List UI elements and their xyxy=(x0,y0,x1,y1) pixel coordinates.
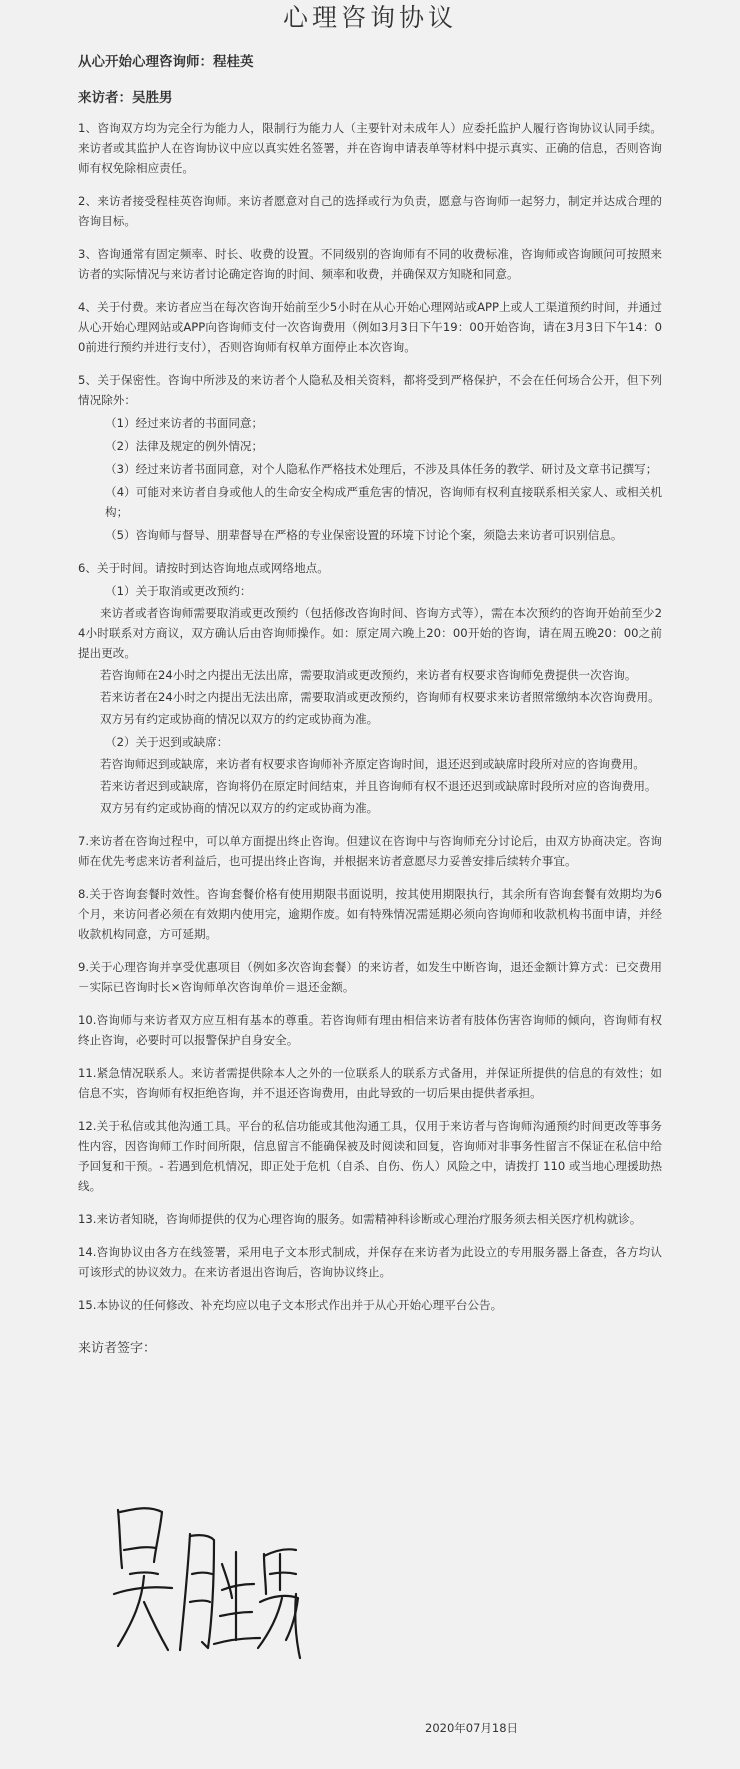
signature-date: 2020年07月18日 xyxy=(425,1721,519,1735)
clause-5-item: （1）经过来访者的书面同意； xyxy=(105,416,264,430)
clauses xyxy=(78,118,662,1315)
clause-6-paragraph: 来访者或者咨询师需要取消或更改预约（包括修改咨询时间、咨询方式等），需在本次预约的咨询开始前至少24小时联系对方商议，双方确认后由咨询师操作。如：原定周六晚上20：00开始的咨询，请在周五晚20：00之前提出更改。 xyxy=(78,606,662,660)
clause-9: 9.关于心理咨询并享受优惠项目（例如多次咨询套餐）的来访者，如发生中断咨询，退还金额计算方式：已交费用－实际已咨询时长×咨询师单次咨询单价＝退还金额。 xyxy=(78,960,662,994)
clause-5-item: （5）咨询师与督导、朋辈督导在严格的专业保密设置的环境下讨论个案，须隐去来访者可识别信息。 xyxy=(105,528,623,542)
clause-5-item: （4）可能对来访者自身或他人的生命安全构成严重危害的情况，咨询师有权利直接联系相关家人、或相关机构； xyxy=(105,485,662,519)
clause-14: 14.咨询协议由各方在线签署，采用电子文本形式制成，并保存在来访者为此设立的专用服务器上备查，各方均认可该形式的协议效力。在来访者退出咨询后，咨询协议终止。 xyxy=(78,1245,662,1279)
clause-5-item: （3）经过来访者书面同意，对个人隐私作严格技术处理后，不涉及具体任务的教学、研讨及文章书记撰写； xyxy=(105,462,658,476)
clause-5 xyxy=(78,370,662,545)
clause-7: 7.来访者在咨询过程中，可以单方面提出终止咨询。但建议在咨询中与咨询师充分讨论后，由双方协商决定。咨询师在优先考虑来访者利益后，也可提出终止咨询，并根据来访者意愿尽力妥善安排后续转介事宜。 xyxy=(78,834,662,868)
clause-13: 13.来访者知晓，咨询师提供的仅为心理咨询的服务。如需精神科诊断或心理治疗服务须去相关医疗机构就诊。 xyxy=(78,1212,642,1226)
clause-6-intro: 6、关于时间。请按时到达咨询地点或网络地点。 xyxy=(78,561,329,575)
clause-6-paragraph: 若咨询师在24小时之内提出无法出席，需要取消或更改预约，来访者有权要求咨询师免费提供一次咨询。 xyxy=(100,668,637,682)
clause-2: 2、来访者接受程桂英咨询师。来访者愿意对自己的选择或行为负责，愿意与咨询师一起努力，制定并达成合理的咨询目标。 xyxy=(78,194,662,228)
clause-3: 3、咨询通常有固定频率、时长、收费的设置。不同级别的咨询师有不同的收费标准，咨询师或咨询顾问可按照来访者的实际情况与来访者讨论确定咨询的时间、频率和收费，并确保双方知晓和同意。 xyxy=(78,247,662,281)
clause-1: 1、咨询双方均为完全行为能力人，限制行为能力人（主要针对未成年人）应委托监护人履行咨询协议认同手续。来访者或其监护人在咨询协议中应以真实姓名签署，并在咨询申请表单等材料中提示真实、正确的信息，否则咨询师有权免除相应责任。 xyxy=(78,121,662,175)
clause-15: 15.本协议的任何修改、补充均应以电子文本形式作出并于从心开始心理平台公告。 xyxy=(78,1298,503,1312)
clause-11: 11.紧急情况联系人。来访者需提供除本人之外的一位联系人的联系方式备用，并保证所提供的信息的有效性；如信息不实，咨询师有权拒绝咨询，并不退还咨询费用，由此导致的一切后果由提供者承担。 xyxy=(78,1066,662,1100)
clause-6 xyxy=(78,558,662,818)
counselor-line: 从心开始心理咨询师：程桂英 xyxy=(78,54,254,70)
clause-12: 12.关于私信或其他沟通工具。平台的私信功能或其他沟通工具，仅用于来访者与咨询师沟通预约时间更改等事务性内容，因咨询师工作时间所限，信息留言不能确保被及时阅读和回复，咨询师对非事务性留言不保证在私信中给予回复和干预。- 若遇到危机情况，即正处于危机（自杀、自伤、伤人）风险之中，请拨打 110 或当地心理援助热线。 xyxy=(78,1119,662,1193)
clause-5-intro: 5、关于保密性。咨询中所涉及的来访者个人隐私及相关资料，都将受到严格保护，不会在任何场合公开，但下列情况除外： xyxy=(78,373,662,407)
clause-10: 10.咨询师与来访者双方应互相有基本的尊重。若咨询师有理由相信来访者有肢体伤害咨询师的倾向，咨询师有权终止咨询，必要时可以报警保护自身安全。 xyxy=(78,1013,662,1047)
clause-5-item: （2）法律及规定的例外情况； xyxy=(105,439,264,453)
clause-6-sub2-head: （2）关于迟到或缺席： xyxy=(105,735,229,749)
clause-6-sub1-head: （1）关于取消或更改预约： xyxy=(105,584,252,598)
clause-6-paragraph: 双方另有约定或协商的情况以双方的约定或协商为准。 xyxy=(100,712,379,726)
signature-label: 来访者签字： xyxy=(78,1341,157,1356)
clause-6-paragraph: 若来访者在24小时之内提出无法出席，需要取消或更改预约，咨询师有权要求来访者照常缴纳本次咨询费用。 xyxy=(100,690,660,704)
document-title: 心理咨询协议 xyxy=(282,3,457,32)
handwritten-signature xyxy=(110,1490,330,1670)
visitor-line: 来访者：吴胜男 xyxy=(78,90,173,106)
clause-6-paragraph: 若来访者迟到或缺席，咨询将仍在原定时间结束，并且咨询师有权不退还迟到或缺席时段所对应的咨询费用。 xyxy=(100,779,657,793)
clause-6-paragraph: 双方另有约定或协商的情况以双方的约定或协商为准。 xyxy=(100,801,379,815)
clause-8: 8.关于咨询套餐时效性。咨询套餐价格有使用期限书面说明，按其使用期限执行，其余所有咨询套餐有效期均为6个月，来访问者必须在有效期内使用完，逾期作废。如有特殊情况需延期必须向咨询师和收款机构书面申请，并经收款机构同意，方可延期。 xyxy=(78,887,662,941)
clause-4: 4、关于付费。来访者应当在每次咨询开始前至少5小时在从心开始心理网站或APP上或人工渠道预约时间，并通过从心开始心理网站或APP向咨询师支付一次咨询费用（例如3月3日下午19：00开始咨询，请在3月3日下午14：00前进行预约并进行支付），否则咨询师有权单方面停止本次咨询。 xyxy=(78,300,662,354)
clause-6-paragraph: 若咨询师迟到或缺席，来访者有权要求咨询师补齐原定咨询时间，退还迟到或缺席时段所对应的咨询费用。 xyxy=(100,757,645,771)
